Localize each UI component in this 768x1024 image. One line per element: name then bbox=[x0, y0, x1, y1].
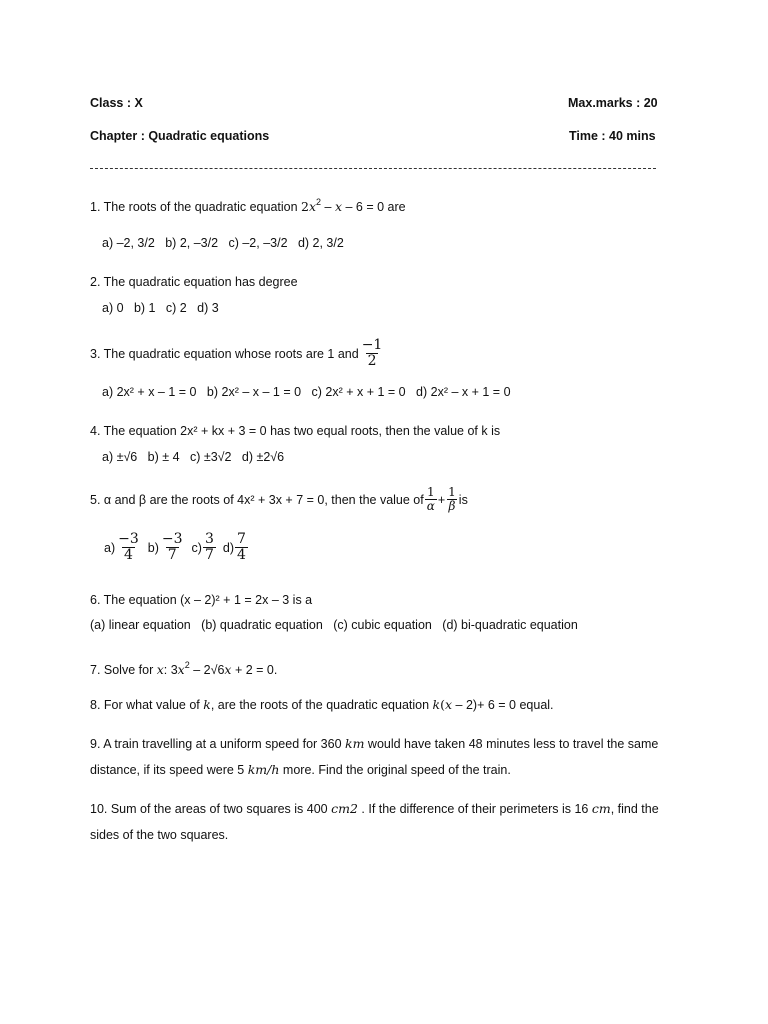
q1-exp: 2 bbox=[316, 197, 322, 207]
q5-frac-beta-num: 1 bbox=[448, 485, 456, 499]
q9-text-a: 9. A train travelling at a uniform speed for 360 bbox=[90, 737, 346, 751]
question-9-line-1 bbox=[90, 736, 658, 752]
q5-option-a-num: −3 bbox=[118, 531, 139, 547]
q10-unit-cm: cm bbox=[591, 801, 611, 816]
q5-option-d-den: 4 bbox=[237, 547, 246, 563]
q5-option-b-den: 7 bbox=[167, 547, 177, 563]
q5-frac-alpha bbox=[425, 486, 437, 513]
q5-option-b-num: −3 bbox=[161, 531, 183, 547]
q7-colon: : 3 bbox=[163, 663, 178, 677]
q9-unit-kmh: km/h bbox=[247, 762, 280, 777]
max-marks: Max.marks : 20 bbox=[568, 96, 658, 110]
question-9-line-2 bbox=[90, 762, 511, 778]
q5-option-b-label: b) bbox=[147, 540, 159, 555]
q8-text: 8. For what value of bbox=[90, 698, 204, 712]
q8-paren: ( bbox=[440, 697, 445, 712]
q1-var: x bbox=[308, 199, 317, 214]
question-5 bbox=[90, 486, 468, 513]
question-4: 4. The equation 2x² + kx + 3 = 0 has two equal roots, then the value of k is bbox=[90, 424, 501, 438]
question-1-text: 1. The roots of the quadratic equation bbox=[90, 200, 302, 214]
q8-var3: x bbox=[445, 697, 453, 712]
q7-end: + 2 = 0. bbox=[231, 663, 278, 677]
chapter-title: Chapter : Quadratic equations bbox=[90, 129, 270, 143]
question-3-text: 3. The quadratic equation whose roots are 1 and bbox=[90, 346, 359, 361]
question-2-options: a) 0 b) 1 c) 2 d) 3 bbox=[102, 301, 219, 315]
q9-text-b: would have taken 48 minutes less to travel the same bbox=[364, 737, 659, 751]
question-6-options: (a) linear equation (b) quadratic equation (c) cubic equation (d) bi-quadratic equation bbox=[90, 618, 578, 632]
q1-mid: – bbox=[321, 200, 335, 214]
q5-option-d bbox=[235, 532, 248, 563]
question-10-line-1 bbox=[90, 801, 659, 817]
q5-option-c-num: 3 bbox=[204, 531, 214, 547]
q10-text-c: , find the bbox=[610, 802, 659, 816]
question-3-options: a) 2x² + x – 1 = 0 b) 2x² – x – 1 = 0 c) 2x² + x + 1 = 0 d) 2x² – x + 1 = 0 bbox=[102, 385, 511, 399]
q5-frac-beta bbox=[446, 486, 458, 513]
q1-var2: x bbox=[334, 199, 343, 214]
question-6: 6. The equation (x – 2)² + 1 = 2x – 3 is a bbox=[90, 593, 313, 607]
class-label: Class : X bbox=[90, 96, 143, 110]
question-1-options: a) –2, 3/2 b) 2, –3/2 c) –2, –3/2 d) 2, 3/2 bbox=[102, 236, 344, 250]
question-10-line-2: sides of the two squares. bbox=[90, 828, 229, 842]
q5-option-d-num: 7 bbox=[237, 531, 246, 547]
q7-text: 7. Solve for bbox=[90, 663, 157, 677]
q5-option-c bbox=[203, 532, 216, 563]
q8-text-end: – 2)+ 6 = 0 equal. bbox=[452, 698, 554, 712]
q1-coef: 2 bbox=[301, 199, 309, 214]
q9-text-d: more. Find the original speed of the train. bbox=[279, 763, 511, 777]
question-8 bbox=[90, 697, 554, 713]
q1-end: – 6 = 0 are bbox=[342, 200, 406, 214]
q5-text-end: is bbox=[458, 492, 468, 507]
q10-text-a: 10. Sum of the areas of two squares is 400 bbox=[90, 802, 332, 816]
divider bbox=[90, 168, 656, 169]
q5-option-a bbox=[116, 532, 141, 563]
question-5-text: 5. α and β are the roots of 4x² + 3x + 7 = 0, then the value of bbox=[90, 492, 424, 507]
q3-fraction bbox=[360, 338, 385, 369]
q8-var: k bbox=[203, 697, 211, 712]
q7-mid: – 2√6 bbox=[189, 663, 225, 677]
q5-option-a-den: 4 bbox=[123, 547, 133, 563]
q5-frac-alpha-num: 1 bbox=[426, 485, 435, 499]
q10-text-b: . If the difference of their perimeters is 16 bbox=[357, 802, 592, 816]
question-3 bbox=[90, 338, 385, 369]
q5-option-c-den: 7 bbox=[204, 547, 214, 563]
q7-var3: x bbox=[224, 662, 232, 677]
question-7 bbox=[90, 657, 277, 678]
q9-unit-km: km bbox=[345, 736, 365, 751]
q5-frac-beta-den: β bbox=[448, 499, 456, 513]
q7-exp: 2 bbox=[184, 660, 190, 670]
q8-var2: k bbox=[432, 697, 441, 712]
q5-option-b bbox=[160, 532, 185, 563]
question-1 bbox=[90, 194, 406, 215]
q5-option-c-label: c) bbox=[191, 540, 202, 555]
q3-frac-num: −1 bbox=[361, 337, 383, 353]
q5-frac-alpha-den: α bbox=[426, 499, 435, 513]
q7-var2: x bbox=[177, 662, 185, 677]
q5-option-a-label: a) bbox=[104, 540, 116, 555]
q5-option-d-label: d) bbox=[222, 540, 234, 555]
q7-var: x bbox=[156, 662, 164, 677]
q10-unit-cm2: cm2 bbox=[331, 801, 358, 816]
time-limit: Time : 40 mins bbox=[569, 129, 656, 143]
question-4-options: a) ±√6 b) ± 4 c) ±3√2 d) ±2√6 bbox=[102, 450, 285, 464]
q3-frac-den: 2 bbox=[367, 353, 377, 369]
q5-plus: + bbox=[437, 492, 446, 507]
q9-text-c: distance, if its speed were 5 bbox=[90, 763, 248, 777]
question-2: 2. The quadratic equation has degree bbox=[90, 275, 298, 289]
question-5-options bbox=[104, 532, 249, 563]
q8-text-mid: , are the roots of the quadratic equation bbox=[210, 698, 433, 712]
